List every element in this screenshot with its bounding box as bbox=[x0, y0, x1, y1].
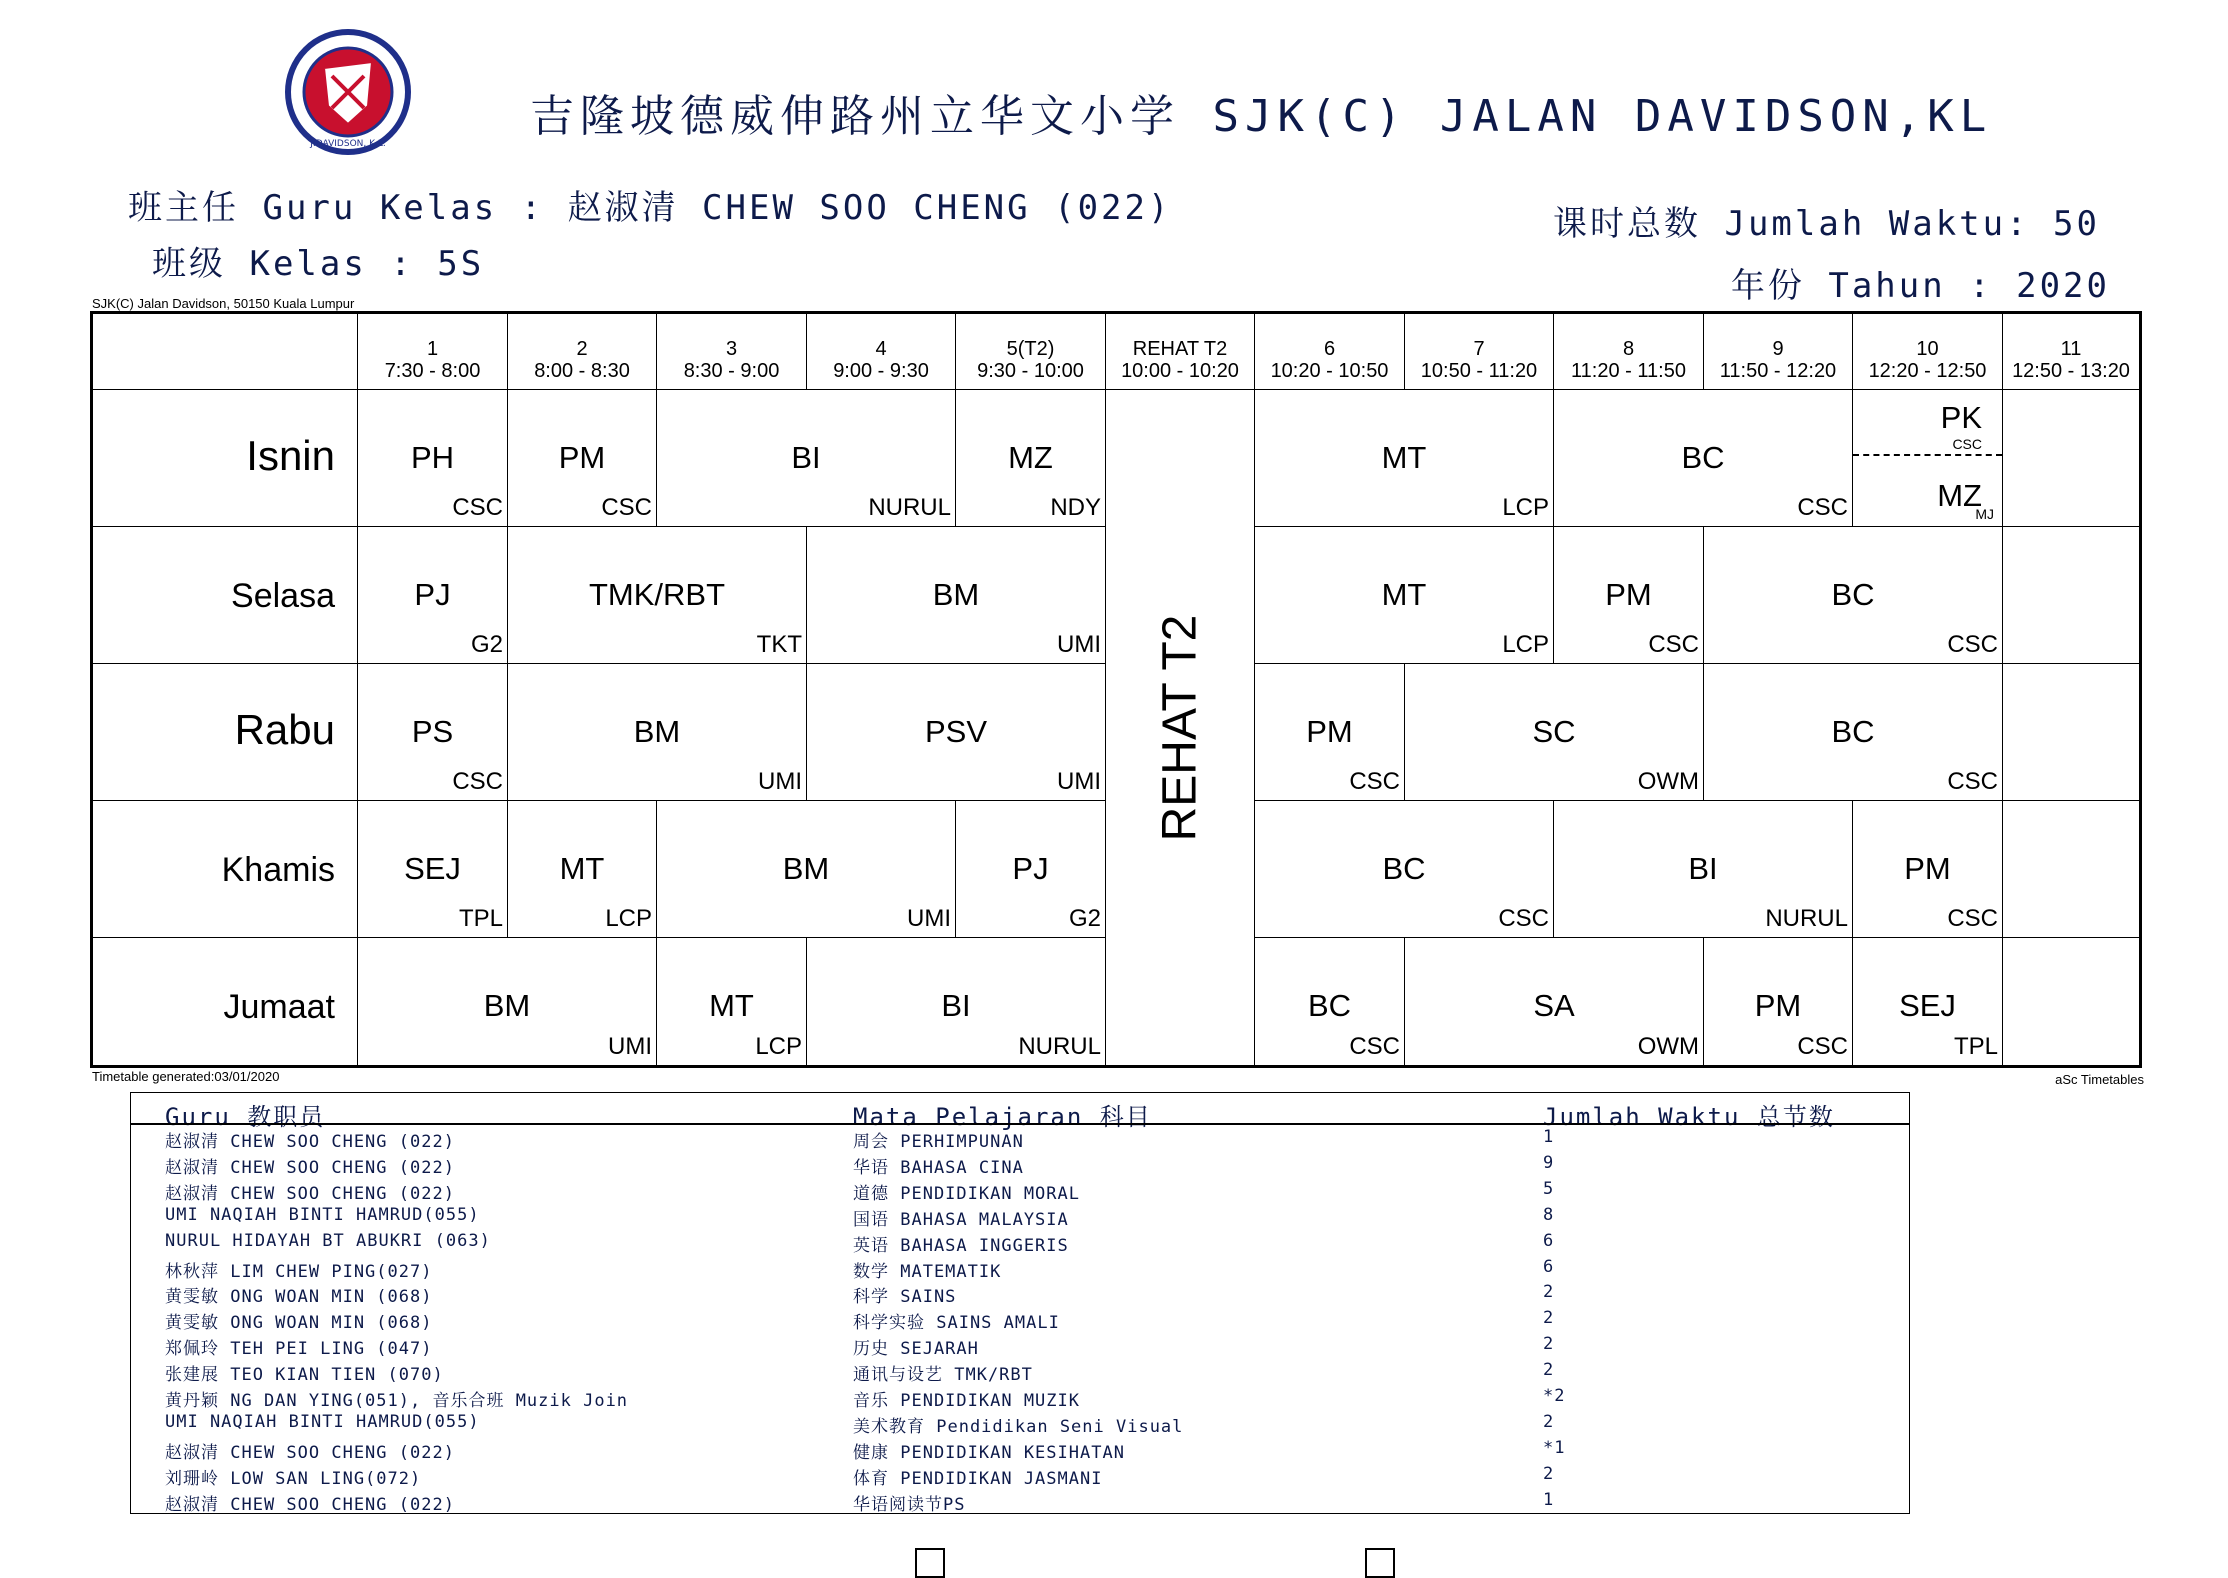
lesson-teacher: TPL bbox=[458, 905, 503, 932]
period-header bbox=[1255, 314, 1405, 390]
lesson-teacher: TKT bbox=[756, 631, 802, 658]
legend-subject: 科学 SAINS bbox=[853, 1287, 957, 1308]
legend-subject: 道德 PENDIDIKAN MORAL bbox=[853, 1183, 1080, 1204]
year-label: 年份 Tahun : bbox=[1730, 266, 2017, 306]
legend-total: 9 bbox=[1543, 1152, 1555, 1173]
lesson-subject: SC bbox=[1532, 714, 1576, 749]
total-label: 课时总数 Jumlah Waktu: bbox=[1553, 204, 2054, 244]
lesson-teacher: CSC bbox=[452, 494, 503, 521]
lesson-subject: BC bbox=[1681, 440, 1725, 475]
school-address: SJK(C) Jalan Davidson, 50150 Kuala Lumpur bbox=[92, 296, 355, 311]
legend-header-total: Jumlah Waktu 总节数 bbox=[1543, 1103, 1835, 1131]
lesson-subject: PS bbox=[411, 714, 454, 749]
lesson-subject-alt: MZ bbox=[1937, 478, 1982, 513]
period-header bbox=[1704, 314, 1853, 390]
lesson-cell[interactable] bbox=[807, 664, 1106, 801]
legend-teacher: 张建展 TEO KIAN TIEN (070) bbox=[165, 1365, 444, 1386]
lesson-subject: BC bbox=[1831, 577, 1875, 612]
period-header bbox=[1405, 314, 1554, 390]
lesson-teacher: CSC bbox=[1349, 768, 1400, 795]
lesson-subject: PK bbox=[1940, 400, 1982, 435]
lesson-cell[interactable] bbox=[657, 390, 956, 527]
period-number: 7 bbox=[1473, 338, 1485, 360]
lesson-subject: TMK/RBT bbox=[588, 577, 726, 612]
legend-subject: 科学实验 SAINS AMALI bbox=[853, 1313, 1060, 1334]
lesson-cell[interactable] bbox=[1255, 938, 1405, 1065]
lesson-cell[interactable] bbox=[1704, 938, 1853, 1065]
lesson-subject: PM bbox=[558, 440, 606, 475]
lesson-teacher: NURUL bbox=[1018, 1033, 1101, 1060]
legend-header-teacher: Guru 教职员 bbox=[165, 1103, 326, 1131]
legend-header-subject: Mata Pelajaran 科目 bbox=[853, 1103, 1152, 1131]
legend-subject: 通讯与设艺 TMK/RBT bbox=[853, 1365, 1033, 1386]
lesson-cell[interactable] bbox=[1554, 801, 1853, 938]
period-time: 11:50 - 12:20 bbox=[1719, 360, 1837, 382]
legend-teacher: 赵淑清 CHEW SOO CHENG (022) bbox=[165, 1442, 455, 1463]
lesson-teacher: UMI bbox=[608, 1033, 652, 1060]
day-label bbox=[93, 664, 358, 801]
period-header bbox=[657, 314, 807, 390]
lesson-cell-split[interactable] bbox=[1853, 390, 2003, 527]
legend-subject: 体育 PENDIDIKAN JASMANI bbox=[853, 1468, 1103, 1489]
legend-total: 2 bbox=[1543, 1463, 1555, 1484]
day-name: Selasa bbox=[231, 577, 335, 615]
legend-teacher: UMI NAQIAH BINTI HAMRUD(055) bbox=[165, 1204, 480, 1225]
legend-teacher: 刘珊岭 LOW SAN LING(072) bbox=[165, 1468, 422, 1489]
lesson-cell[interactable] bbox=[1405, 664, 1704, 801]
lesson-teacher: NDY bbox=[1050, 494, 1101, 521]
lesson-subject: PM bbox=[1754, 988, 1802, 1023]
corner-cell bbox=[93, 314, 358, 390]
asc-brand: aSc Timetables bbox=[2055, 1072, 2144, 1087]
period-time: 10:50 - 11:20 bbox=[1420, 360, 1538, 382]
lesson-subject: PM bbox=[1904, 851, 1951, 886]
period-header bbox=[807, 314, 956, 390]
lesson-cell[interactable] bbox=[1704, 527, 2003, 664]
lesson-cell[interactable] bbox=[1554, 390, 1853, 527]
lesson-subject: BI bbox=[941, 988, 971, 1023]
period-number: REHAT T2 bbox=[1132, 338, 1228, 360]
period-number: 3 bbox=[725, 338, 738, 360]
lesson-cell[interactable] bbox=[1853, 938, 2003, 1065]
homeroom-teacher bbox=[128, 180, 1171, 229]
lesson-cell[interactable] bbox=[358, 801, 508, 938]
legend-teacher: 黄雯敏 ONG WOAN MIN (068) bbox=[165, 1287, 433, 1308]
period-number: 11 bbox=[2060, 338, 2082, 360]
legend-total: *2 bbox=[1543, 1386, 1566, 1406]
legend-total: 5 bbox=[1543, 1178, 1555, 1199]
legend-teacher: 赵淑清 CHEW SOO CHENG (022) bbox=[165, 1132, 455, 1152]
lesson-subject: MT bbox=[1381, 440, 1427, 475]
lesson-teacher: UMI bbox=[1057, 631, 1101, 658]
lesson-subject: BM bbox=[782, 851, 830, 886]
lesson-subject: PJ bbox=[414, 577, 451, 612]
lesson-teacher-alt: MJ bbox=[1975, 506, 1994, 522]
legend-total: 1 bbox=[1543, 1489, 1555, 1510]
period-header bbox=[1554, 314, 1704, 390]
generated-date: Timetable generated:03/01/2020 bbox=[92, 1069, 280, 1084]
legend-total: 6 bbox=[1543, 1256, 1555, 1277]
lesson-teacher: TPL bbox=[1953, 1033, 1998, 1060]
period-header bbox=[508, 314, 657, 390]
empty-cell bbox=[2003, 938, 2139, 1065]
legend-table bbox=[130, 1092, 1910, 1514]
period-number: 1 bbox=[426, 338, 439, 360]
lesson-cell[interactable] bbox=[508, 390, 657, 527]
lesson-cell[interactable] bbox=[1255, 664, 1405, 801]
lesson-subject: SEJ bbox=[404, 851, 461, 886]
lesson-subject: MZ bbox=[1008, 440, 1053, 475]
timetable-grid bbox=[90, 311, 2142, 1068]
day-name: Jumaat bbox=[223, 988, 335, 1026]
legend-teacher: 郑佩玲 TEH PEI LING (047) bbox=[165, 1339, 433, 1360]
legend-subject: 健康 PENDIDIKAN KESIHATAN bbox=[853, 1442, 1125, 1463]
lesson-teacher: LCP bbox=[605, 905, 652, 932]
legend-subject: 音乐 PENDIDIKAN MUZIK bbox=[853, 1391, 1080, 1411]
legend-teacher: 赵淑清 CHEW SOO CHENG (022) bbox=[165, 1494, 455, 1515]
school-title: 吉隆坡德威伸路州立华文小学 SJK(C) JALAN DAVIDSON,KL bbox=[530, 91, 1993, 142]
legend-teacher: 赵淑清 CHEW SOO CHENG (022) bbox=[165, 1157, 455, 1178]
period-time: 8:30 - 9:00 bbox=[683, 360, 780, 382]
lesson-subject: BM bbox=[932, 577, 980, 612]
legend-total: 2 bbox=[1543, 1411, 1555, 1432]
lesson-subject: PM bbox=[1605, 577, 1652, 612]
lesson-cell[interactable] bbox=[657, 938, 807, 1065]
checkbox[interactable] bbox=[915, 1548, 945, 1578]
lesson-cell[interactable] bbox=[807, 527, 1106, 664]
lesson-teacher: CSC bbox=[1947, 631, 1998, 658]
year-info bbox=[1731, 258, 2110, 307]
day-label bbox=[93, 390, 358, 527]
lesson-cell[interactable] bbox=[508, 801, 657, 938]
lesson-subject: PSV bbox=[924, 714, 988, 749]
lesson-cell[interactable] bbox=[657, 801, 956, 938]
empty-cell bbox=[2003, 390, 2139, 527]
legend-total: 2 bbox=[1543, 1308, 1555, 1329]
lesson-subject: MT bbox=[559, 851, 605, 886]
lesson-cell[interactable] bbox=[1704, 664, 2003, 801]
lesson-teacher: UMI bbox=[1057, 768, 1101, 795]
period-number: 10 bbox=[1916, 338, 1939, 360]
legend-subject: 周会 PERHIMPUNAN bbox=[853, 1132, 1024, 1152]
period-number: 5(T2) bbox=[1006, 338, 1055, 360]
legend-teacher: UMI NAQIAH BINTI HAMRUD(055) bbox=[165, 1411, 480, 1432]
lesson-teacher: CSC bbox=[1952, 436, 1982, 452]
lesson-subject: PJ bbox=[1012, 851, 1049, 886]
period-time: 12:50 - 13:20 bbox=[2012, 360, 2130, 382]
lesson-cell[interactable] bbox=[1853, 801, 2003, 938]
lesson-subject: BM bbox=[633, 714, 681, 749]
legend-total: 2 bbox=[1543, 1282, 1555, 1303]
period-number: 2 bbox=[576, 338, 588, 360]
lesson-subject: MT bbox=[1381, 577, 1427, 612]
lesson-cell[interactable] bbox=[358, 527, 508, 664]
class-info bbox=[152, 236, 484, 285]
period-time: 11:20 - 11:50 bbox=[1571, 360, 1686, 382]
school-logo bbox=[284, 28, 412, 156]
legend-subject: 美术教育 Pendidikan Seni Visual bbox=[853, 1416, 1184, 1437]
period-number: 8 bbox=[1622, 338, 1635, 360]
legend-total: 6 bbox=[1543, 1230, 1555, 1251]
period-header bbox=[358, 314, 508, 390]
teacher-label: 班主任 Guru Kelas : bbox=[128, 188, 568, 228]
lesson-teacher: CSC bbox=[1349, 1033, 1400, 1060]
rehat-header bbox=[1106, 314, 1255, 390]
day-label bbox=[93, 527, 358, 664]
period-time: 10:00 - 10:20 bbox=[1121, 360, 1239, 382]
lesson-subject: PM bbox=[1306, 714, 1353, 749]
legend-subject: 英语 BAHASA INGGERIS bbox=[853, 1235, 1069, 1256]
lesson-cell[interactable] bbox=[508, 664, 807, 801]
period-time: 8:00 - 8:30 bbox=[534, 360, 630, 382]
lesson-teacher: G2 bbox=[470, 631, 503, 658]
lesson-subject: BI bbox=[791, 440, 821, 475]
lesson-teacher: LCP bbox=[755, 1033, 802, 1060]
lesson-cell[interactable] bbox=[1255, 527, 1554, 664]
lesson-cell[interactable] bbox=[1255, 390, 1554, 527]
lesson-subject: BI bbox=[1688, 851, 1718, 886]
lesson-cell[interactable] bbox=[1554, 527, 1704, 664]
period-number: 6 bbox=[1323, 338, 1336, 360]
empty-cell bbox=[2003, 801, 2139, 938]
day-name: Isnin bbox=[246, 432, 335, 479]
legend-subject: 华语阅读节PS bbox=[853, 1494, 966, 1515]
period-header bbox=[1853, 314, 2003, 390]
checkbox[interactable] bbox=[1365, 1548, 1395, 1578]
lesson-teacher: OWM bbox=[1637, 1033, 1699, 1060]
lesson-teacher: CSC bbox=[601, 494, 652, 521]
lesson-subject: MT bbox=[709, 988, 754, 1023]
lesson-teacher: G2 bbox=[1068, 905, 1101, 932]
period-time: 12:20 - 12:50 bbox=[1868, 360, 1987, 382]
lesson-teacher: NURUL bbox=[1765, 905, 1848, 932]
legend-teacher: 黄雯敏 ONG WOAN MIN (068) bbox=[165, 1313, 433, 1334]
lesson-teacher: CSC bbox=[452, 768, 503, 795]
legend-subject: 国语 BAHASA MALAYSIA bbox=[853, 1209, 1069, 1230]
class-value: 5S bbox=[437, 244, 485, 284]
lesson-cell[interactable] bbox=[956, 390, 1106, 527]
legend-subject: 华语 BAHASA CINA bbox=[853, 1157, 1024, 1178]
lesson-subject: BM bbox=[483, 988, 531, 1023]
period-header bbox=[956, 314, 1106, 390]
class-label: 班级 Kelas : bbox=[152, 244, 438, 284]
legend-divider bbox=[131, 1123, 1909, 1125]
lesson-cell[interactable] bbox=[358, 390, 508, 527]
legend-subject: 数学 MATEMATIK bbox=[853, 1261, 1002, 1282]
legend-teacher: NURUL HIDAYAH BT ABUKRI (063) bbox=[165, 1230, 491, 1251]
lesson-teacher: CSC bbox=[1797, 494, 1848, 521]
legend-total: 8 bbox=[1543, 1204, 1555, 1225]
period-time: 10:20 - 10:50 bbox=[1270, 360, 1389, 382]
legend-teacher: 黄丹颖 NG DAN YING(051), 音乐合班 Muzik Join bbox=[165, 1391, 629, 1411]
legend-total: 2 bbox=[1543, 1360, 1555, 1381]
logo-text: J.DAVIDSON, K.L. bbox=[310, 139, 386, 149]
rehat-label: REHAT T2 bbox=[1153, 614, 1207, 841]
legend-teacher: 赵淑清 CHEW SOO CHENG (022) bbox=[165, 1183, 455, 1204]
lesson-teacher: CSC bbox=[1648, 631, 1699, 658]
day-label bbox=[93, 938, 358, 1065]
rehat-block bbox=[1106, 390, 1255, 1065]
lesson-cell[interactable] bbox=[807, 938, 1106, 1065]
lesson-cell[interactable] bbox=[508, 527, 807, 664]
split-divider bbox=[1853, 454, 2002, 456]
period-number: 9 bbox=[1772, 338, 1784, 360]
legend-total: 1 bbox=[1543, 1127, 1555, 1147]
lesson-subject: BC bbox=[1307, 988, 1352, 1023]
period-number: 4 bbox=[875, 338, 887, 360]
lesson-teacher: CSC bbox=[1797, 1033, 1848, 1060]
year-value: 2020 bbox=[2016, 266, 2110, 306]
teacher-value: 赵淑清 CHEW SOO CHENG (022) bbox=[567, 188, 1172, 228]
lesson-cell[interactable] bbox=[358, 664, 508, 801]
empty-cell bbox=[2003, 664, 2139, 801]
legend-total: 2 bbox=[1543, 1334, 1555, 1355]
lesson-subject: BC bbox=[1382, 851, 1426, 886]
period-time: 9:30 - 10:00 bbox=[977, 360, 1084, 382]
lesson-teacher: CSC bbox=[1947, 768, 1998, 795]
legend-total: *1 bbox=[1543, 1437, 1566, 1458]
period-time: 7:30 - 8:00 bbox=[384, 360, 481, 382]
day-label bbox=[93, 801, 358, 938]
lesson-teacher: UMI bbox=[907, 905, 951, 932]
empty-cell bbox=[2003, 527, 2139, 664]
lesson-cell[interactable] bbox=[1405, 938, 1704, 1065]
day-name: Khamis bbox=[221, 851, 335, 889]
lesson-teacher: CSC bbox=[1498, 905, 1549, 932]
lesson-subject: SEJ bbox=[1899, 988, 1956, 1023]
legend-subject: 历史 SEJARAH bbox=[853, 1339, 979, 1360]
lesson-cell[interactable] bbox=[1255, 801, 1554, 938]
lesson-subject: SA bbox=[1533, 988, 1575, 1023]
lesson-teacher: OWM bbox=[1637, 768, 1699, 795]
day-name: Rabu bbox=[234, 706, 335, 753]
lesson-subject: BC bbox=[1831, 714, 1875, 749]
lesson-teacher: NURUL bbox=[868, 494, 951, 521]
total-value: 50 bbox=[2053, 204, 2100, 244]
legend-teacher: 林秋萍 LIM CHEW PING(027) bbox=[165, 1261, 433, 1282]
lesson-teacher: CSC bbox=[1947, 905, 1998, 932]
period-time: 9:00 - 9:30 bbox=[833, 360, 929, 382]
lesson-cell[interactable] bbox=[956, 801, 1106, 938]
period-header bbox=[2003, 314, 2139, 390]
lesson-teacher: LCP bbox=[1502, 631, 1549, 658]
lesson-teacher: LCP bbox=[1502, 494, 1549, 521]
total-periods bbox=[1553, 196, 2100, 245]
lesson-cell[interactable] bbox=[358, 938, 657, 1065]
lesson-subject: PH bbox=[410, 440, 455, 475]
lesson-teacher: UMI bbox=[758, 768, 802, 795]
